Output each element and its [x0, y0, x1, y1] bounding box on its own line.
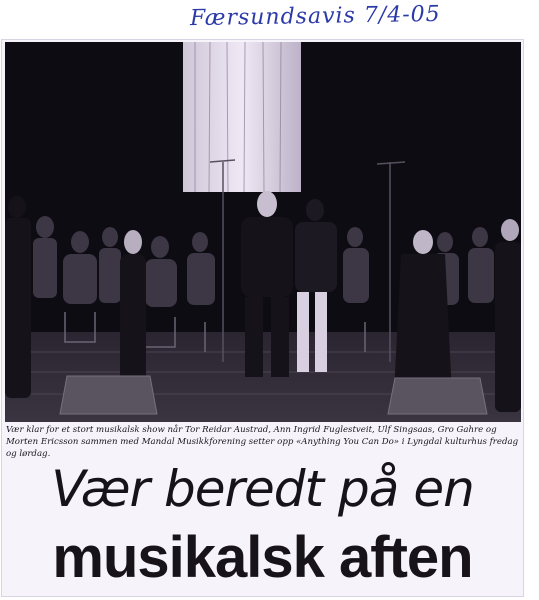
backdrop-curtain [183, 42, 301, 192]
photo-caption: Vær klar for et stort musikalsk show når Tor Reidar Austrad, Ann Ingrid Fuglestveit, Ulf Singsaas, Gro Gahre og Morten Ericsson sammen med Mandal Musikkforening setter opp «Anything You Can Do» i Lyngdal kulturhus fredag og lørdag. [6, 425, 519, 459]
newspaper-clipping [2, 40, 523, 596]
concert-stage-photo [5, 42, 521, 422]
handwritten-date-note: Færsundsavis 7/4-05 [189, 1, 441, 32]
headline-line-2: musikalsk aften [52, 525, 473, 590]
headline-line-1: Vær beredt på en [51, 460, 474, 518]
stage-photo-illustration [5, 42, 521, 422]
